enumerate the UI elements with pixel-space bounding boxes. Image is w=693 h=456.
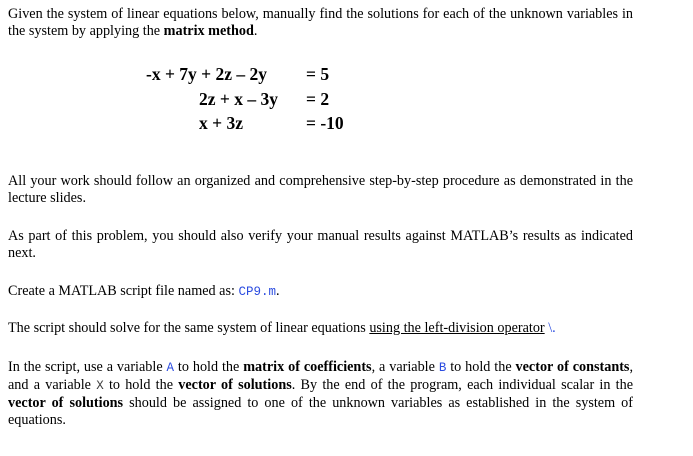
procedure-paragraph: All your work should follow an organized and comprehensive step-by-step procedure as demonstrated in the lecture slides. [8, 173, 633, 206]
variables-text-2: to hold the [174, 359, 244, 375]
variables-text-5: , and a variable [8, 359, 634, 393]
vector-of-solutions-bold-2: vector of solutions [8, 395, 124, 411]
left-division-operator: \. [548, 320, 556, 336]
script-filename: CP9.m [238, 285, 276, 299]
script-file-text: Create a MATLAB script file named as: [8, 283, 239, 299]
equation-2-rhs: = 2 [306, 89, 330, 109]
variable-a-code: A [166, 361, 175, 375]
equation-system [0, 64, 693, 134]
matrix-of-coefficients-bold: matrix of coefficients [243, 359, 372, 375]
variable-b-code: B [438, 361, 447, 375]
vector-of-solutions-bold: vector of solutions [178, 377, 292, 393]
intro-paragraph [8, 6, 633, 40]
variables-text-4: to hold the [446, 359, 516, 375]
variables-text-8: should be assigned to one of the unknown variables as established in the system of equations. [8, 395, 633, 428]
variables-text-1: In the script, use a variable [8, 359, 167, 375]
equation-3-rhs: = -10 [306, 113, 344, 133]
variables-text-7: . By the end of the program, each individual scalar in the [291, 377, 634, 393]
vector-of-constants-bold: vector of constants [515, 359, 630, 375]
equation-3-lhs: x + 3z [199, 113, 243, 133]
intro-period: . [253, 23, 258, 39]
left-division-paragraph [8, 320, 633, 337]
variables-text-6: to hold the [103, 377, 179, 393]
equation-1-rhs: = 5 [306, 64, 330, 84]
verify-paragraph: As part of this problem, you should also verify your manual results against MATLAB’s results as indicated next. [8, 228, 633, 261]
variable-x-code: X [96, 379, 104, 393]
script-file-period: . [276, 283, 280, 299]
left-division-text: The script should solve for the same system of linear equations [8, 320, 370, 336]
left-division-underlined: using the left-division operator [369, 320, 545, 336]
intro-text: Given the system of linear equations below, manually find the solutions for each of the unknown variables in the system by applying the [8, 6, 633, 39]
variables-text-3: , a variable [371, 359, 439, 375]
matrix-method-bold: matrix method [163, 23, 254, 39]
script-file-paragraph [8, 283, 633, 301]
equation-1-lhs: -x + 7y + 2z – 2y [146, 64, 268, 84]
variables-paragraph [8, 359, 633, 429]
equation-2-lhs: 2z + x – 3y [199, 89, 278, 109]
